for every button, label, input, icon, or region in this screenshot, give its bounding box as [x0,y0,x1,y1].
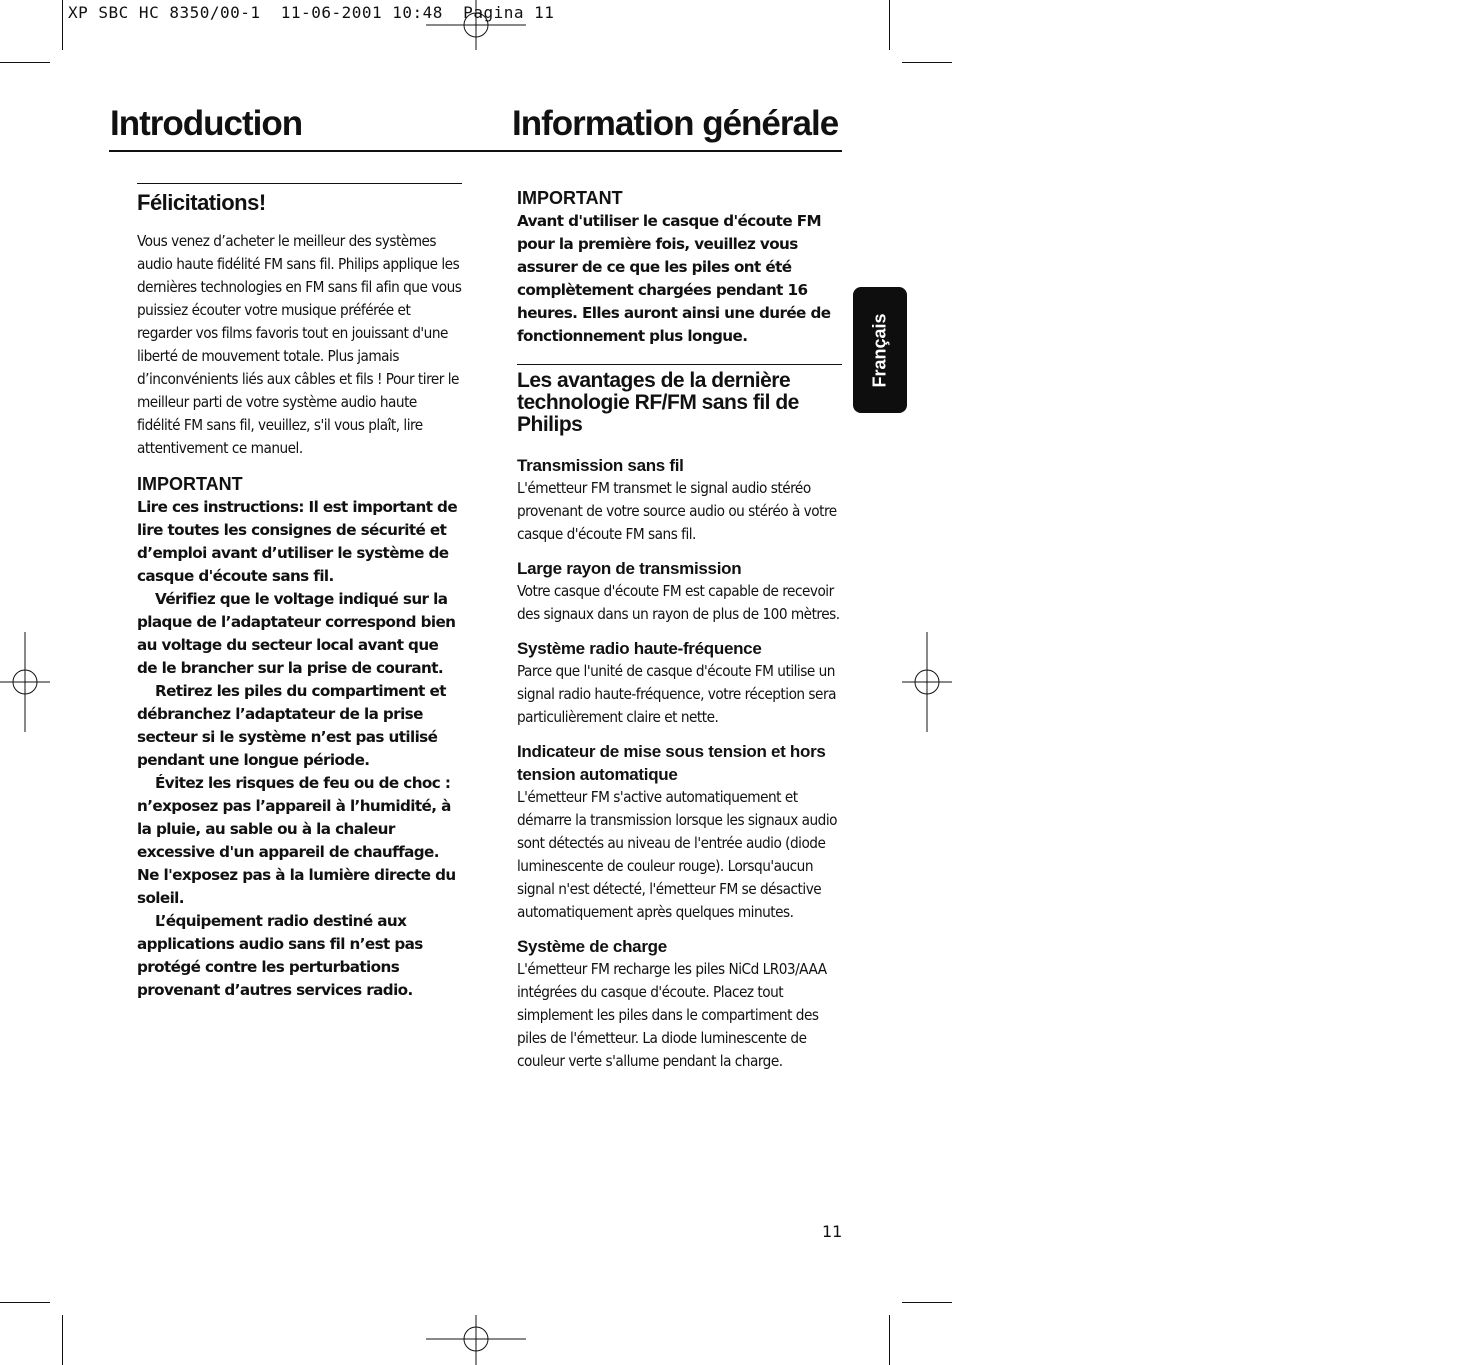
important-note: Avant d'utiliser le casque d'écoute FM pour la première fois, veuillez vous assurer de ce que les piles ont été complètement chargées pendant 16 heures. Elles auront ainsi une durée de fonctionnement plus longue. [517,212,831,345]
section-rule [137,183,462,184]
important-note: Lire ces instructions: Il est important de lire toutes les consignes de sécurité et d’emploi avant d’utiliser le système de casque d'écoute sans fil. [137,498,458,585]
important-heading: IMPORTANT [137,474,243,494]
important-note: Évitez les risques de feu ou de choc : n’exposez pas l’appareil à l’humidité, à la pluie, au sable ou à la chaleur excessive d'un appareil de chauffage. Ne l'exposez pas à la lumière directe du soleil. [137,774,456,907]
feature-text: Parce que l'unité de casque d'écoute FM utilise un signal radio haute-fréquence, votre réception sera particulièrement claire et nette. [517,662,836,726]
feature-block [517,637,842,729]
feature-text: L'émetteur FM recharge les piles NiCd LR03/AAA intégrées du casque d'écoute. Placez tout simplement les piles dans le compartiment des piles de l'émetteur. La diode luminescente de couleur verte s'allume pendant la charge. [517,960,827,1070]
registration-mark-bottom [426,1315,526,1365]
important-heading: IMPORTANT [517,188,623,208]
header-title-left: Introduction [110,104,303,143]
header-rule [109,150,842,152]
feature-text: L'émetteur FM transmet le signal audio stéréo provenant de votre source audio ou stéréo à votre casque d'écoute FM sans fil. [517,479,837,543]
language-tab [853,287,907,413]
feature-block [517,935,842,1073]
crop-mark [62,1315,63,1365]
advantages-heading: Les avantages de la dernière technologie RF/FM sans fil de Philips [517,369,799,436]
important-note: L’équipement radio destiné aux applications audio sans fil n’est pas protégé contre les perturbations provenant d’autres services radio. [137,912,423,999]
crop-mark [889,1315,890,1365]
left-column [137,183,462,1002]
crop-mark [902,1302,952,1303]
feature-title: Indicateur de mise sous tension et hors tension automatique [517,742,826,784]
important-notes [137,496,462,1002]
page-number: 11 [822,1222,843,1241]
feature-title: Transmission sans fil [517,456,684,475]
feature-title: Système radio haute-fréquence [517,639,762,658]
printer-slug: XP SBC HC 8350/00-1 11-06-2001 10:48 Pagina 11 [68,3,555,22]
congratulations-heading: Félicitations! [137,190,266,215]
crop-mark [889,0,890,50]
intro-paragraph: Vous venez d’acheter le meilleur des systèmes audio haute fidélité FM sans fil. Philips applique les dernières technologies en FM sans fil afin que vous puissiez écouter votre musique préférée et regarder vos films favoris tout en jouissant d'une liberté de mouvement totale. Plus jamais d’inconvénients liés aux câbles et fils ! Pour tirer le meilleur parti de votre système audio haute fidélité FM sans fil, veuillez, s'il vous plaît, lire attentivement ce manuel. [137,232,462,457]
crop-mark [902,62,952,63]
feature-text: Votre casque d'écoute FM est capable de recevoir des signaux dans un rayon de plus de 100 mètres. [517,582,840,623]
feature-text: L'émetteur FM s'active automatiquement et démarre la transmission lorsque les signaux audio sont détectés au niveau de l'entrée audio (diode luminescente de couleur rouge). Lorsqu'aucun signal n'est détecté, l'émetteur FM se désactive automatiquement après quelques minutes. [517,788,837,921]
header-title-right: Information générale [512,104,839,143]
section-rule [517,364,842,365]
important-note: Retirez les piles du compartiment et débranchez l’adaptateur de la prise secteur si le système n’est pas utilisé pendant une longue période. [137,682,446,769]
feature-title: Large rayon de transmission [517,559,742,578]
registration-mark-left [0,632,50,732]
language-tab-label: Français [869,312,890,388]
crop-mark [0,62,50,63]
feature-block [517,557,842,626]
right-column [517,188,842,1073]
important-note: Vérifiez que le voltage indiqué sur la plaque de l’adaptateur correspond bien au voltage du secteur local avant que de le brancher sur la prise de courant. [137,590,456,677]
crop-mark [0,1302,50,1303]
crop-mark [62,0,63,50]
feature-block [517,740,842,924]
feature-title: Système de charge [517,937,667,956]
registration-mark-top [426,0,526,50]
registration-mark-right [902,632,952,732]
feature-block [517,454,842,546]
